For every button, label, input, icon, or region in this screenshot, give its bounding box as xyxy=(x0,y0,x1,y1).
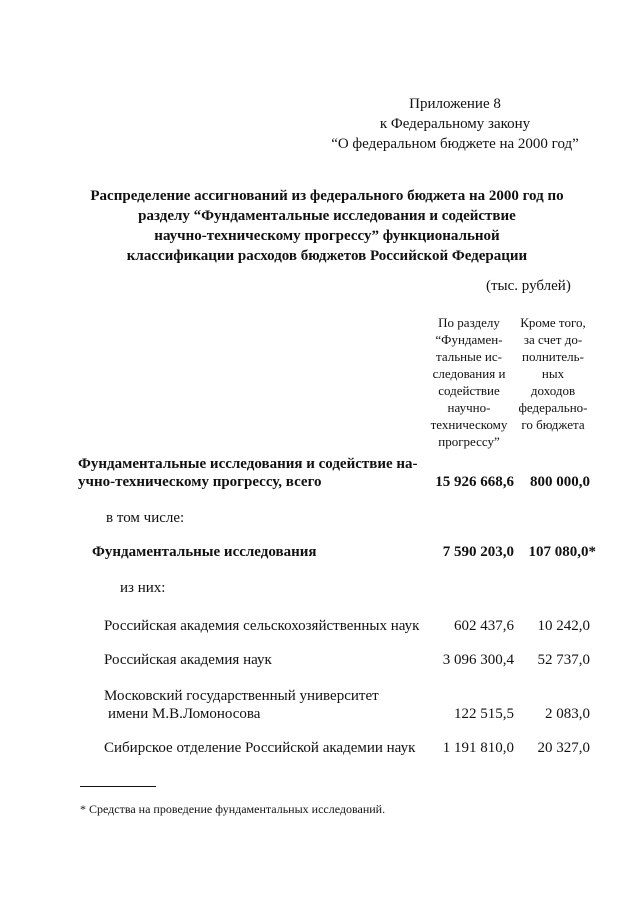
column-header-line: тальные ис- xyxy=(436,349,502,364)
appendix-number: Приложение 8 xyxy=(409,96,501,112)
column-header-line: прогрессу” xyxy=(438,434,500,449)
agri-academy-section-value: 602 437,6 xyxy=(454,618,514,634)
title-line: научно-техническому прогрессу” функциональной xyxy=(154,228,500,244)
title-line: классификации расходов бюджетов Российской Федерации xyxy=(126,248,528,264)
column-header-line: содействие xyxy=(438,383,500,398)
siberian-branch-label: Сибирское отделение Российской академии наук xyxy=(104,740,416,756)
total-section-value: 15 926 668,6 xyxy=(435,474,514,490)
msu-label-line2: имени М.В.Ломоносова xyxy=(108,706,261,722)
column-header-line: “Фундамен- xyxy=(435,332,503,347)
appendix-header xyxy=(320,94,590,154)
footnote-divider xyxy=(80,786,156,787)
column-header-line: полнитель- xyxy=(522,349,584,364)
fundamental-section-value: 7 590 203,0 xyxy=(442,544,514,560)
column-header-line: доходов xyxy=(530,383,576,398)
ras-section-value: 3 096 300,4 xyxy=(442,652,514,668)
fundamental-label: Фундаментальные исследования xyxy=(92,544,317,560)
footnote: * Средства на проведение фундаментальных исследований. xyxy=(80,802,386,816)
total-label-line2: учно-техническому прогрессу, всего xyxy=(78,474,322,490)
column-header-additional xyxy=(514,314,592,433)
agri-academy-label: Российская академия сельскохозяйственных наук xyxy=(104,618,420,634)
column-header-line: го бюджета xyxy=(521,417,585,432)
column-header-line: федерально- xyxy=(518,400,588,415)
units-label: (тыс. рублей) xyxy=(486,278,571,294)
siberian-branch-section-value: 1 191 810,0 xyxy=(442,740,514,756)
document-title xyxy=(72,186,582,266)
ras-additional-value: 52 737,0 xyxy=(537,652,590,668)
ras-label: Российская академия наук xyxy=(104,652,272,668)
column-header-line: техническому xyxy=(430,417,508,432)
msu-section-value: 122 515,5 xyxy=(454,706,514,722)
msu-label-line1: Московский государственный университет xyxy=(104,688,379,704)
total-additional-value: 800 000,0 xyxy=(530,474,590,490)
column-header-line: По разделу xyxy=(438,315,500,330)
agri-academy-additional-value: 10 242,0 xyxy=(537,618,590,634)
including-label: в том числе: xyxy=(106,510,185,526)
appendix-law-title: “О федеральном бюджете на 2000 год” xyxy=(331,136,579,152)
column-header-line: Кроме того, xyxy=(520,315,586,330)
title-line: Распределение ассигнований из федерального бюджета на 2000 год по xyxy=(90,188,564,204)
column-header-line: научно- xyxy=(447,400,491,415)
siberian-branch-additional-value: 20 327,0 xyxy=(537,740,590,756)
column-header-line: за счет до- xyxy=(523,332,583,347)
of-which-label: из них: xyxy=(120,580,166,596)
column-header-line: ных xyxy=(541,366,565,381)
title-line: разделу “Фундаментальные исследования и содействие xyxy=(138,208,516,224)
msu-additional-value: 2 083,0 xyxy=(545,706,590,722)
total-label-line1: Фундаментальные исследования и содействие на- xyxy=(78,456,418,472)
column-header-section xyxy=(424,314,514,450)
fundamental-additional-value: 107 080,0* xyxy=(528,544,596,560)
column-header-line: следования и xyxy=(432,366,506,381)
appendix-law-ref: к Федеральному закону xyxy=(379,116,531,132)
